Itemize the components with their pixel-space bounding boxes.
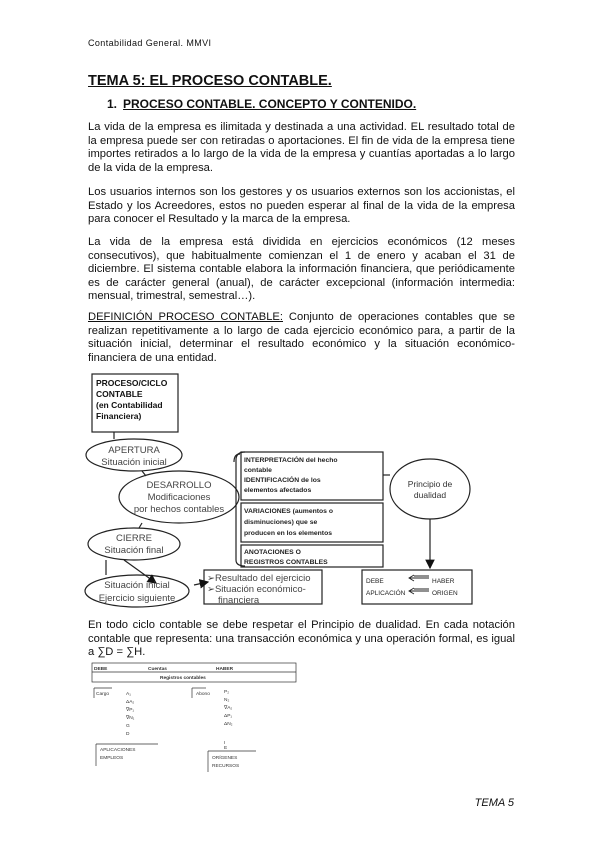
situacion-line-2: Ejercicio siguiente <box>98 593 176 604</box>
section-title: PROCESO CONTABLE. CONCEPTO Y CONTENIDO. <box>123 97 417 111</box>
apertura-line-2: Situación inicial <box>101 457 167 468</box>
cierre-line-2: Situación final <box>104 545 164 556</box>
proceso-line-1: PROCESO/CICLO <box>96 378 168 388</box>
definition-term: DEFINICIÓN PROCESO CONTABLE: <box>88 311 283 323</box>
ledger-aplicacion-2: EMPLEOS <box>100 756 124 761</box>
ledger-left-item: ∇N₁ <box>126 716 135 721</box>
paragraph-definition <box>88 311 515 365</box>
variaciones-line-2: disminuciones) que se <box>244 519 318 526</box>
variaciones-line-3: producen en los elementos <box>244 530 333 537</box>
ledger-left-item: ΔA₂ <box>126 700 135 705</box>
proceso-line-3: (en Contabilidad <box>96 400 163 410</box>
ledger-right-item: E <box>224 746 228 751</box>
proceso-line-2: CONTABLE <box>96 389 143 399</box>
ledger-abono: Abono <box>196 692 210 697</box>
page-footer: TEMA 5 <box>474 797 514 809</box>
principio-line-1: Principio de <box>407 479 453 489</box>
principio-line-2: dualidad <box>413 490 447 500</box>
dualidad-box <box>362 570 472 604</box>
page-title: TEMA 5: EL PROCESO CONTABLE. <box>88 73 332 89</box>
desarrollo-line-3: por hechos contables <box>133 504 225 515</box>
ledger-left-item: ∇P₁ <box>126 708 135 713</box>
interpretacion-line-3: IDENTIFICACIÓN de los <box>244 477 321 484</box>
ledger-right-item: I <box>224 741 226 746</box>
ledger-diagram <box>90 662 300 774</box>
ledger-registros: Registros contables <box>160 676 206 681</box>
section-number: 1. <box>107 97 118 111</box>
section-heading <box>107 97 416 111</box>
anotaciones-line-1: ANOTACIONES O <box>244 549 301 556</box>
dual-arrow-icon <box>409 575 429 581</box>
situacion-line-1: Situación inicial <box>104 580 170 591</box>
resultado-line-1: ➢Resultado del ejercicio <box>207 573 311 584</box>
ledger-debe: DEBE <box>94 667 108 672</box>
desarrollo-line-2: Modificaciones <box>147 492 211 503</box>
principio-ellipse <box>390 459 470 519</box>
desarrollo-line-1: DESARROLLO <box>146 480 212 491</box>
ledger-right-item: P₂ <box>224 690 230 695</box>
definition-text: Conjunto de operaciones contables que se realizan repetitivamente a lo largo de cada ejercicio económico para, a partir de la situación inicial, determinar el resultado económico y la situación económico-financiera de una entidad. <box>88 311 516 364</box>
variaciones-line-1: VARIACIONES (aumentos o <box>244 508 333 515</box>
apertura-line-1: APERTURA <box>108 445 160 456</box>
ledger-left-item: G <box>126 724 130 729</box>
ledger-right-item: N₂ <box>224 698 230 703</box>
ledger-origenes-2: RECURSOS <box>212 764 240 769</box>
dualidad-haber: HABER <box>432 578 455 585</box>
ledger-cargo: Cargo <box>96 692 110 697</box>
paragraph-3: La vida de la empresa está dividida en ejercicios económicos (12 meses consecutivos), que habitualmente comienzan el 1 de enero y acaban el 31 de diciembre. El sistema contable elabora la información financiera, que periódicamente es de carácter general (anual), de carácter excepcional (información intermedia: mensual, trimestral, semestral…). <box>88 236 515 303</box>
dualidad-debe: DEBE <box>366 578 384 585</box>
ledger-left-item: A₁ <box>126 692 131 697</box>
paragraph-1: La vida de la empresa es ilimitada y destinada a una actividad. EL resultado total de la empresa puede ser con retiradas o aportaciones. El fin de vida de la empresa tiene importes retirados a lo largo de la vida de la empresa y cuantías aportadas a lo largo de la vida de la empresa. <box>88 121 515 174</box>
paragraph-dualidad: En todo ciclo contable se debe respetar el Principio de dualidad. En cada notación contable que representa: una transacción económica y una operación formal, es igual a ∑D = ∑H. <box>88 619 515 659</box>
ledger-haber: HABER <box>216 667 234 672</box>
ledger-right-item: ∇A₂ <box>224 706 233 711</box>
ledger-right-item: ΔN₂ <box>224 722 233 727</box>
ledger-aplicacion-1: APLICACIONES <box>100 748 136 753</box>
interpretacion-line-4: elementos afectados <box>244 487 312 494</box>
interpretacion-line-1: INTERPRETACIÓN del hecho <box>244 457 338 464</box>
cierre-line-1: CIERRE <box>116 533 152 544</box>
dualidad-aplicacion: APLICACIÓN <box>366 590 406 597</box>
ledger-cuentas: Cuentas <box>148 667 167 672</box>
resultado-line-2: ➢Situación económico- <box>207 584 306 595</box>
anotaciones-line-2: REGISTROS CONTABLES <box>244 559 328 566</box>
resultado-line-3: financiera <box>218 595 260 606</box>
paragraph-2: Los usuarios internos son los gestores y os usuarios externos son los accionistas, el Estado y los Acreedores, estos no pueden esperar al final de la vida de la empresa para conocer el Resultado y la marca de la empresa. <box>88 186 515 226</box>
ledger-left-item: D <box>126 732 130 737</box>
process-diagram <box>84 370 524 610</box>
running-header: Contabilidad General. MMVI <box>88 38 212 48</box>
dual-arrow-icon <box>409 588 429 594</box>
ledger-origenes-1: ORÍGENES <box>212 756 238 761</box>
interpretacion-line-2: contable <box>244 467 272 474</box>
dualidad-origen: ORIGEN <box>432 590 458 597</box>
proceso-line-4: Financiera) <box>96 411 142 421</box>
ledger-right-item: ΔP₁ <box>224 714 233 719</box>
